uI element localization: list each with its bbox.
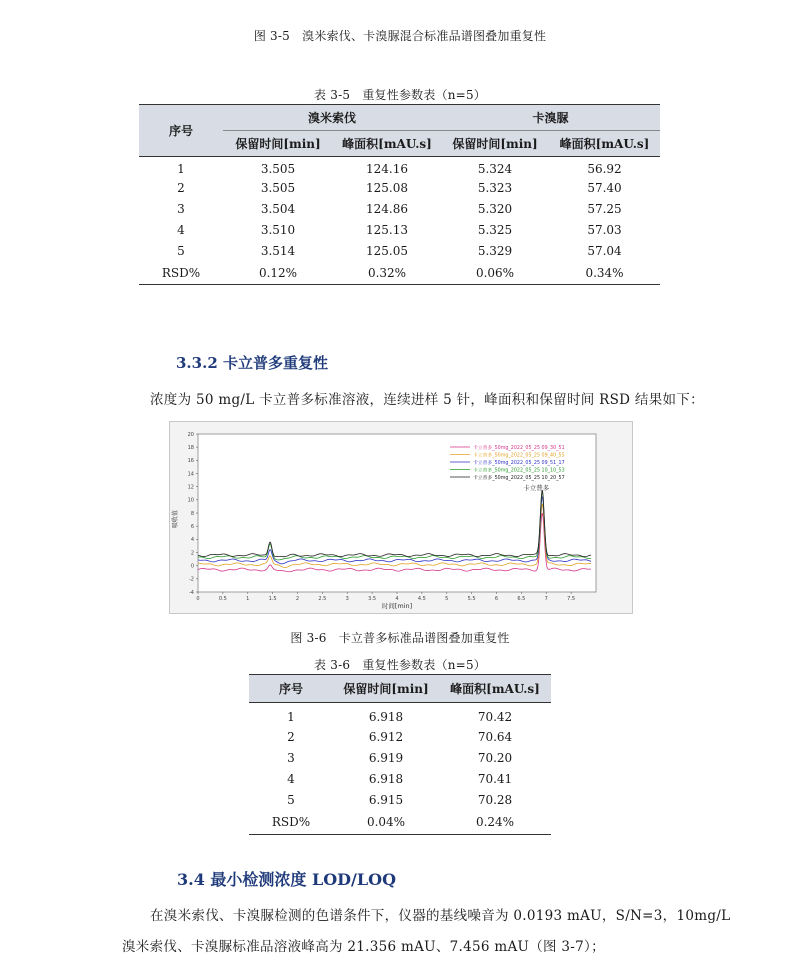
x-tick-label: 3.5 xyxy=(368,596,377,602)
table-cell: 57.04 xyxy=(587,244,622,258)
y-tick-label: 0 xyxy=(190,563,194,570)
table-cell: 6.919 xyxy=(368,751,404,765)
y-tick-label: -4 xyxy=(189,589,194,596)
table-cell: 57.25 xyxy=(587,202,622,216)
table-row xyxy=(249,769,551,790)
section-3-4-title: 3.4 最小检测浓度 LOD/LOQ xyxy=(177,870,397,889)
table-cell: 3.505 xyxy=(260,181,296,195)
section-3-4-line1: 在溴米索伐、卡溴脲检测的色谱条件下，仪器的基线噪音为 0.0193 mAU，S/N=3，10mg/L xyxy=(150,908,731,924)
table-cell: 70.20 xyxy=(477,751,513,765)
table-cell: 4 xyxy=(177,223,185,237)
x-tick-label: 4 xyxy=(395,596,399,602)
table-cell: 124.16 xyxy=(366,161,408,176)
section-3-3-2-title: 3.3.2 卡立普多重复性 xyxy=(176,354,328,372)
legend-entry: 卡立普多_50mg_2022_05_25 10_20_57 xyxy=(473,475,565,481)
legend-entry: 卡立普多_50mg_2022_05_25 09_30_51 xyxy=(473,445,565,451)
table-cell: 125.05 xyxy=(366,244,408,258)
table-3-5-sub-rt: 保留时间[min] xyxy=(441,131,549,157)
table-3-5-caption: 表 3-5 重复性参数表（n=5） xyxy=(314,88,486,102)
table-3-5 xyxy=(139,104,660,285)
table-cell: RSD% xyxy=(139,262,223,285)
section-3-4-line2: 溴米索伐、卡溴脲标准品溶液峰高为 21.356 mAU、7.456 mAU（图 3-7）； xyxy=(122,939,605,955)
table-cell: 5.324 xyxy=(477,161,513,176)
table-cell: 5 xyxy=(177,244,185,258)
table-row xyxy=(139,220,660,241)
table-cell: 70.28 xyxy=(477,793,513,807)
x-tick-label: 0.5 xyxy=(218,596,227,602)
table-cell: 0.06% xyxy=(441,262,549,285)
table-cell: 70.42 xyxy=(477,709,513,724)
table-3-5-header-seq: 序号 xyxy=(139,105,223,157)
x-tick-label: 6 xyxy=(494,596,499,602)
table-row xyxy=(139,178,660,199)
table-cell: 125.08 xyxy=(366,181,408,195)
x-tick-label: 3 xyxy=(345,596,349,602)
table-row xyxy=(139,199,660,220)
table-cell: 70.41 xyxy=(477,772,513,786)
table-cell: 6.918 xyxy=(368,709,404,724)
table-3-6 xyxy=(249,674,551,835)
table-cell: 6.915 xyxy=(368,793,404,807)
x-tick-label: 1 xyxy=(246,596,250,602)
table-cell: 57.40 xyxy=(587,181,622,195)
table-row xyxy=(139,262,660,285)
table-cell: 70.64 xyxy=(477,730,513,744)
table-row xyxy=(249,790,551,811)
table-3-5-sub-rt: 保留时间[min] xyxy=(223,131,333,157)
x-tick-label: 0 xyxy=(196,596,200,602)
y-tick-label: 6 xyxy=(190,523,194,530)
chromatogram-svg xyxy=(170,422,632,613)
table-cell: 3 xyxy=(287,751,295,765)
table-row xyxy=(249,703,551,727)
table-3-5-header-group2: 卡溴脲 xyxy=(441,105,660,131)
table-cell: 124.86 xyxy=(366,202,408,216)
x-tick-label: 5 xyxy=(445,596,449,602)
table-cell: 6.912 xyxy=(368,730,404,744)
y-axis-label: 吸收值 xyxy=(172,509,179,529)
table-cell: 0.12% xyxy=(223,262,333,285)
table-cell: 5.320 xyxy=(477,202,513,216)
x-tick-label: 7.5 xyxy=(567,596,576,602)
table-cell: 5.325 xyxy=(477,223,513,237)
table-cell: 3 xyxy=(177,202,185,216)
x-tick-label: 1.5 xyxy=(268,596,277,602)
table-cell: 5 xyxy=(287,793,295,807)
x-tick-label: 6.5 xyxy=(517,596,526,602)
table-row xyxy=(139,157,660,178)
y-tick-label: 20 xyxy=(187,431,194,438)
table-cell: RSD% xyxy=(249,811,333,835)
figure-3-5-caption: 图 3-5 溴米索伐、卡溴脲混合标准品谱图叠加重复性 xyxy=(253,29,547,43)
table-3-5-sub-area: 峰面积[mAU.s] xyxy=(333,131,441,157)
table-cell: 57.03 xyxy=(587,223,622,237)
table-row xyxy=(249,811,551,835)
table-cell: 5.329 xyxy=(477,244,513,258)
x-tick-label: 2 xyxy=(295,596,300,602)
y-tick-label: 4 xyxy=(190,537,194,544)
x-tick-label: 5.5 xyxy=(467,596,476,602)
legend-entry: 卡立普多_50mg_2022_05_25 10_10_53 xyxy=(473,468,565,474)
table-row xyxy=(249,727,551,748)
legend-entry: 卡立普多_50mg_2022_05_25 09_51_17 xyxy=(473,460,565,466)
x-axis-label: 时间[min] xyxy=(381,602,413,610)
y-tick-label: 12 xyxy=(187,484,194,491)
table-3-6-header-rt: 保留时间[min] xyxy=(333,675,439,703)
table-3-6-caption: 表 3-6 重复性参数表（n=5） xyxy=(314,658,486,672)
table-cell: 3.514 xyxy=(260,244,296,258)
table-cell: 0.34% xyxy=(549,262,660,285)
peak-label: 卡立普多 xyxy=(523,483,550,492)
x-tick-label: 2.5 xyxy=(318,596,327,602)
table-cell: 2 xyxy=(287,730,295,744)
table-3-5-header-group1: 溴米索伐 xyxy=(223,105,441,131)
figure-3-6-caption: 图 3-6 卡立普多标准品谱图叠加重复性 xyxy=(290,631,510,645)
table-cell: 1 xyxy=(287,709,295,724)
x-tick-label: 7 xyxy=(544,596,548,602)
y-tick-label: -2 xyxy=(189,576,194,583)
table-cell: 0.24% xyxy=(439,811,551,835)
table-cell: 0.32% xyxy=(333,262,441,285)
y-tick-label: 8 xyxy=(190,510,194,517)
legend-entry: 卡立普多_50mg_2022_05_25 09_40_55 xyxy=(473,453,565,459)
table-row xyxy=(249,748,551,769)
x-tick-label: 4.5 xyxy=(417,596,426,602)
table-row xyxy=(139,241,660,262)
table-cell: 5.323 xyxy=(477,181,513,195)
chromatogram-chart xyxy=(169,421,633,614)
table-cell: 4 xyxy=(287,772,295,786)
section-3-3-2-text: 浓度为 50 mg/L 卡立普多标准溶液，连续进样 5 针，峰面积和保留时间 RSD 结果如下： xyxy=(150,392,704,408)
y-tick-label: 14 xyxy=(187,471,194,478)
table-cell: 2 xyxy=(177,181,185,195)
table-cell: 125.13 xyxy=(366,223,408,237)
y-tick-label: 2 xyxy=(190,550,194,557)
table-3-6-header-area: 峰面积[mAU.s] xyxy=(439,675,551,703)
table-cell: 6.918 xyxy=(368,772,404,786)
table-3-6-header-seq: 序号 xyxy=(249,675,333,703)
y-tick-label: 16 xyxy=(187,458,194,465)
y-tick-label: 18 xyxy=(187,444,194,451)
table-cell: 3.504 xyxy=(260,202,296,216)
table-3-5-sub-area: 峰面积[mAU.s] xyxy=(549,131,660,157)
table-cell: 1 xyxy=(177,161,185,176)
table-cell: 56.92 xyxy=(587,161,622,176)
table-cell: 3.510 xyxy=(260,223,296,237)
table-cell: 3.505 xyxy=(260,161,296,176)
table-cell: 0.04% xyxy=(333,811,439,835)
y-tick-label: 10 xyxy=(187,497,194,504)
